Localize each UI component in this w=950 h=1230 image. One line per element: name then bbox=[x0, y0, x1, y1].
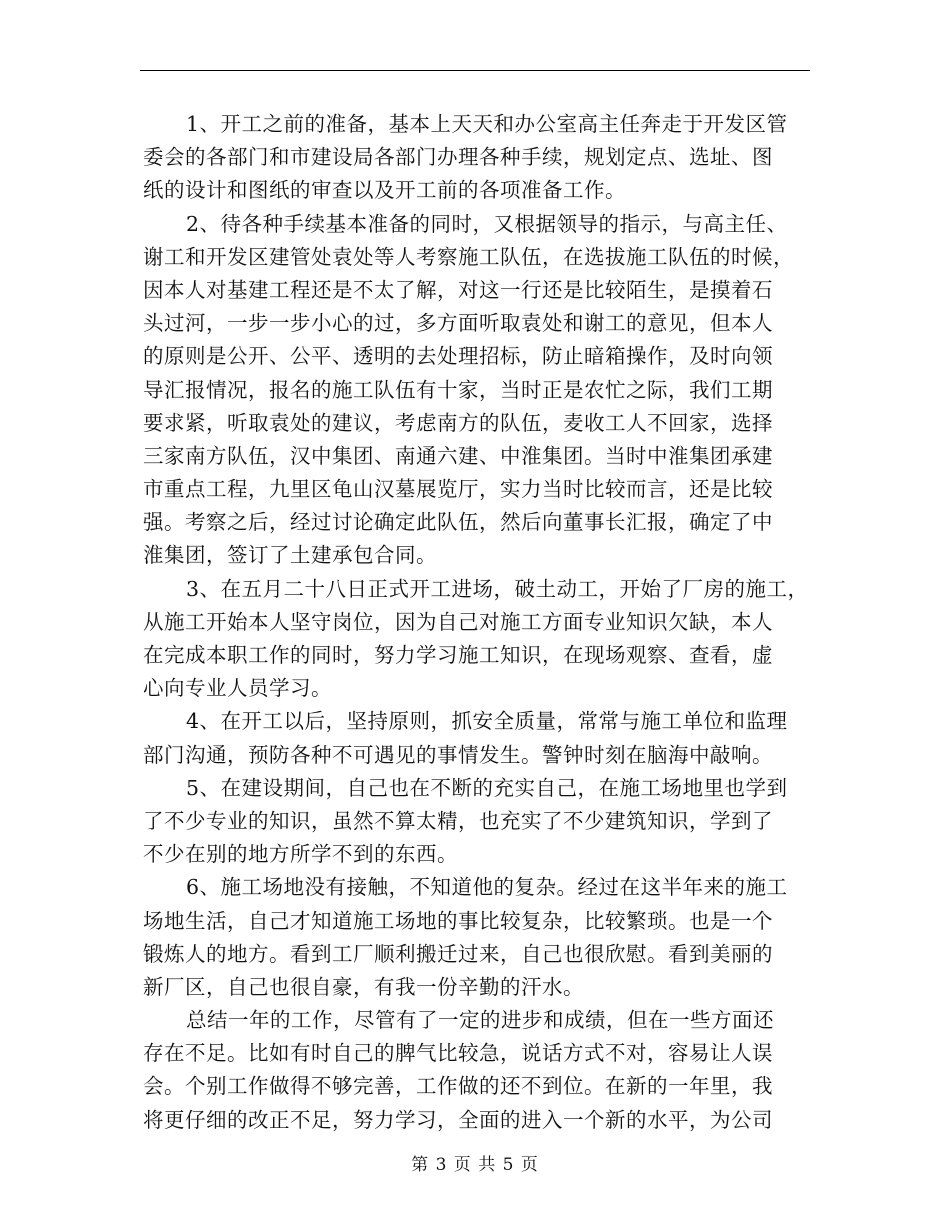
text-line: 导汇报情况，报名的施工队伍有十家，当时正是农忙之际，我们工期 bbox=[143, 377, 773, 402]
header-rule bbox=[140, 70, 810, 71]
text-line: 部门沟通，预防各种不可遇见的事情发生。警钟时刻在脑海中敲响。 bbox=[143, 742, 773, 767]
text-line: 淮集团，签订了土建承包合同。 bbox=[143, 543, 437, 568]
text-line: 4、在开工以后，坚持原则，抓安全质量，常常与施工单位和监理 bbox=[186, 709, 788, 734]
text-line: 场地生活，自己才知道施工场地的事比较复杂，比较繁琐。也是一个 bbox=[143, 908, 773, 933]
text-line: 纸的设计和图纸的审查以及开工前的各项准备工作。 bbox=[143, 178, 626, 203]
text-line: 头过河，一步一步小心的过，多方面听取袁处和谢工的意见，但本人 bbox=[143, 311, 773, 336]
text-line: 谢工和开发区建管处袁处等人考察施工队伍，在选拔施工队伍的时候， bbox=[143, 244, 794, 269]
text-line: 三家南方队伍，汉中集团、南通六建、中淮集团。当时中淮集团承建 bbox=[143, 443, 773, 468]
text-line: 5、在建设期间，自己也在不断的充实自己，在施工场地里也学到 bbox=[186, 775, 788, 800]
text-line: 强。考察之后，经过讨论确定此队伍，然后向董事长汇报，确定了中 bbox=[143, 510, 773, 535]
text-line: 总结一年的工作，尽管有了一定的进步和成绩，但在一些方面还 bbox=[186, 1008, 774, 1033]
text-line: 将更仔细的改正不足，努力学习，全面的进入一个新的水平，为公司 bbox=[143, 1107, 773, 1132]
text-line: 在完成本职工作的同时，努力学习施工知识，在现场观察、查看，虚 bbox=[143, 643, 773, 667]
text-line: 2、待各种手续基本准备的同时，又根据领导的指示，与高主任、 bbox=[186, 211, 788, 236]
text-line: 锻炼人的地方。看到工厂顺利搬迁过来，自己也很欣慰。看到美丽的 bbox=[143, 941, 773, 966]
page-number-footer: 第 3 页 共 5 页 bbox=[411, 1155, 539, 1175]
text-line: 的原则是公开、公平、透明的去处理招标，防止暗箱操作，及时向领 bbox=[143, 344, 773, 369]
document-body bbox=[143, 108, 823, 1137]
text-line: 要求紧，听取袁处的建议，考虑南方的队伍，麦收工人不回家，选择 bbox=[143, 410, 773, 435]
text-line: 了不少专业的知识，虽然不算太精，也充实了不少建筑知识，学到了 bbox=[143, 808, 773, 833]
text-line: 新厂区，自己也很自豪，有我一份辛勤的汗水。 bbox=[143, 974, 584, 999]
text-line: 因本人对基建工程还是不太了解，对这一行还是比较陌生，是摸着石 bbox=[143, 277, 773, 302]
text-line: 存在不足。比如有时自己的脾气比较急，说话方式不对，容易让人误 bbox=[143, 1041, 773, 1066]
text-line: 6、施工场地没有接触，不知道他的复杂。经过在这半年来的施工 bbox=[186, 875, 788, 900]
text-line: 市重点工程，九里区龟山汉墓展览厅，实力当时比较而言，还是比较 bbox=[143, 477, 773, 502]
text-line: 不少在别的地方所学不到的东西。 bbox=[143, 842, 458, 867]
text-line: 心向专业人员学习。 bbox=[143, 676, 332, 701]
text-line: 1、开工之前的准备，基本上天天和办公室高主任奔走于开发区管 bbox=[186, 112, 788, 136]
text-line: 3、在五月二十八日正式开工进场，破土动工，开始了厂房的施工， bbox=[186, 576, 809, 601]
text-line: 从施工开始本人坚守岗位，因为自己对施工方面专业知识欠缺，本人 bbox=[143, 609, 773, 634]
text-line: 会。个别工作做得不够完善，工作做的还不到位。在新的一年里，我 bbox=[143, 1074, 773, 1099]
text-line: 委会的各部门和市建设局各部门办理各种手续，规划定点、选址、图 bbox=[143, 145, 773, 170]
